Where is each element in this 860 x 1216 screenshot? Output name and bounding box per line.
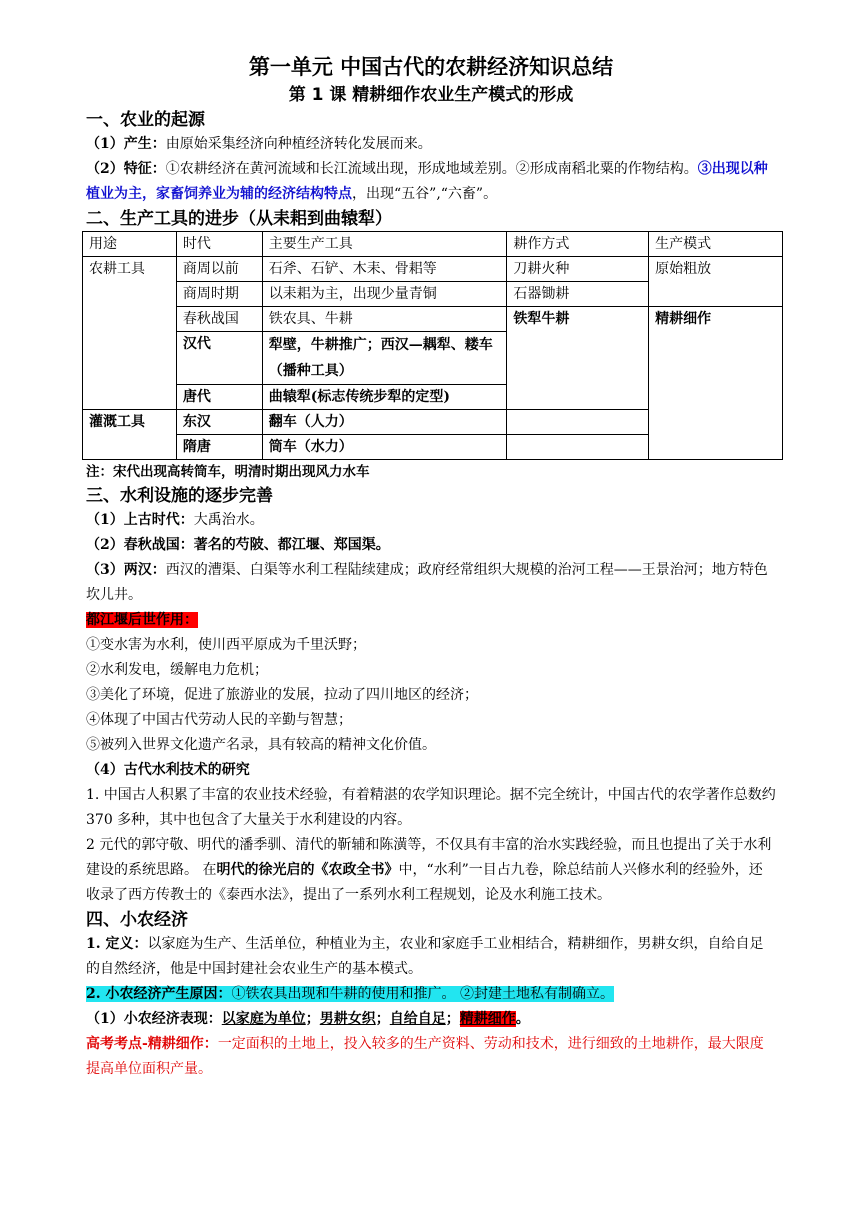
small-farm-definition: 1. 定义：以家庭为生产、生活单位，种植业为主，农业和家庭手工业相结合，精耕细作，男耕女织，自给自足的自然经济，他是中国封建社会农业生产的基本模式。: [86, 936, 764, 977]
table-header: 用途: [83, 232, 177, 257]
era-cell: 隋唐: [176, 435, 262, 460]
mode-cell: 精耕细作: [649, 307, 783, 460]
method-cell: [507, 410, 649, 435]
table-row: [83, 257, 783, 282]
method-cell: 刀耕火种: [507, 257, 649, 282]
use-cell: 农耕工具: [83, 257, 177, 410]
table-note: 注：宋代出现高转筒车，明清时期出现风力水车: [86, 464, 370, 480]
tool-cell: 以耒耜为主，出现少量青铜: [262, 282, 507, 307]
water-research-heading: （4）古代水利技术的研究: [86, 762, 250, 778]
research-paragraph-1: 1. 中国古人积累了丰富的农业技术经验，有着精湛的农学知识理论。据不完全统计，中国古代的农学著作总数约 370 多种，其中也包含了大量关于水利建设的内容。: [86, 787, 776, 828]
section-4-heading: 四、小农经济: [86, 910, 188, 930]
table-header: 生产模式: [649, 232, 783, 257]
tool-cell: 翻车（人力）: [262, 410, 507, 435]
tool-cell: 曲辕犁(标志传统步犁的定型): [262, 385, 507, 410]
dujiangyan-item: ④体现了中国古代劳动人民的辛勤与智慧；: [86, 712, 352, 728]
era-cell: 春秋战国: [176, 307, 262, 332]
section-1-heading: 一、农业的起源: [86, 110, 205, 130]
mode-cell: 原始粗放: [649, 257, 783, 307]
small-farm-performance: （1）小农经济表现：以家庭为单位；男耕女织；自给自足；精耕细作。: [86, 1011, 530, 1027]
document-title: 第一单元 中国古代的农耕经济知识总结: [248, 55, 614, 79]
research-paragraph-2: 2 元代的郭守敬、明代的潘季驯、清代的靳辅和陈潢等，不仅具有丰富的治水实践经验，而且也提出了关于水利建设的系统思路。 在明代的徐光启的《农政全书》中，“水利”一目占九卷，除总结前人兴修水利的经验外，还收录了西方传教士的《泰西水法》，提出了一系列水利工程规划，论及水利施工技术。: [86, 837, 772, 903]
era-cell: 唐代: [176, 385, 262, 410]
use-cell: 灌溉工具: [83, 410, 177, 460]
tool-cell: 石斧、石铲、木耒、骨耜等: [262, 257, 507, 282]
water-han: （3）两汉：西汉的漕渠、白渠等水利工程陆续建成；政府经常组织大规模的治河工程——王景治河；地方特色坎儿井。: [86, 562, 768, 603]
table-header: 时代: [176, 232, 262, 257]
dujiangyan-item: ③美化了环境，促进了旅游业的发展，拉动了四川地区的经济；: [86, 687, 478, 703]
origin-features: （2）特征：①农耕经济在黄河流域和长江流域出现，形成地域差别。②形成南稻北粟的作物结构。③出现以种植业为主，家畜饲养业为辅的经济结构特点，出现“五谷”,“六畜”。: [86, 161, 768, 202]
table-header-row: [83, 232, 783, 257]
lesson-title: 第 1 课 精耕细作农业生产模式的形成: [288, 85, 574, 105]
document-page: [86, 52, 776, 1082]
era-cell: 商周时期: [176, 282, 262, 307]
method-cell: 石器锄耕: [507, 282, 649, 307]
dujiangyan-item: ②水利发电，缓解电力危机；: [86, 662, 268, 678]
dujiangyan-item: ⑤被列入世界文化遗产名录，具有较高的精神文化价值。: [86, 737, 436, 753]
table-header: 主要生产工具: [262, 232, 507, 257]
section-3-heading: 三、水利设施的逐步完善: [86, 486, 273, 506]
tool-cell: 犁壁，牛耕推广；西汉—耦犁、耧车（播种工具）: [262, 332, 507, 385]
era-cell: 汉代: [176, 332, 262, 385]
dujiangyan-item: ①变水害为水利，使川西平原成为千里沃野；: [86, 637, 366, 653]
section-2-heading: 二、生产工具的进步（从耒耜到曲辕犁）: [86, 209, 392, 229]
method-cell: 铁犁牛耕: [507, 307, 649, 410]
exam-point: 高考考点-精耕细作：一定面积的土地上，投入较多的生产资料、劳动和技术，进行细致的土地耕作，最大限度提高单位面积产量。: [86, 1036, 764, 1077]
table-row: [83, 307, 783, 332]
table-header: 耕作方式: [507, 232, 649, 257]
water-ancient: （1）上古时代：大禹治水。: [86, 512, 264, 528]
tool-cell: 筒车（水力）: [262, 435, 507, 460]
tool-cell: 铁农具、牛耕: [262, 307, 507, 332]
small-farm-cause: 2. 小农经济产生原因：①铁农具出现和牛耕的使用和推广。 ②封建土地私有制确立。: [86, 986, 614, 1002]
era-cell: 东汉: [176, 410, 262, 435]
era-cell: 商周以前: [176, 257, 262, 282]
tools-table: [82, 231, 783, 460]
origin-production: （1）产生：由原始采集经济向种植经济转化发展而来。: [86, 136, 432, 152]
dujiangyan-title: 都江堰后世作用：: [86, 612, 198, 628]
method-cell: [507, 435, 649, 460]
water-spring-autumn: （2）春秋战国：著名的芍陂、都江堰、郑国渠。: [86, 537, 390, 553]
